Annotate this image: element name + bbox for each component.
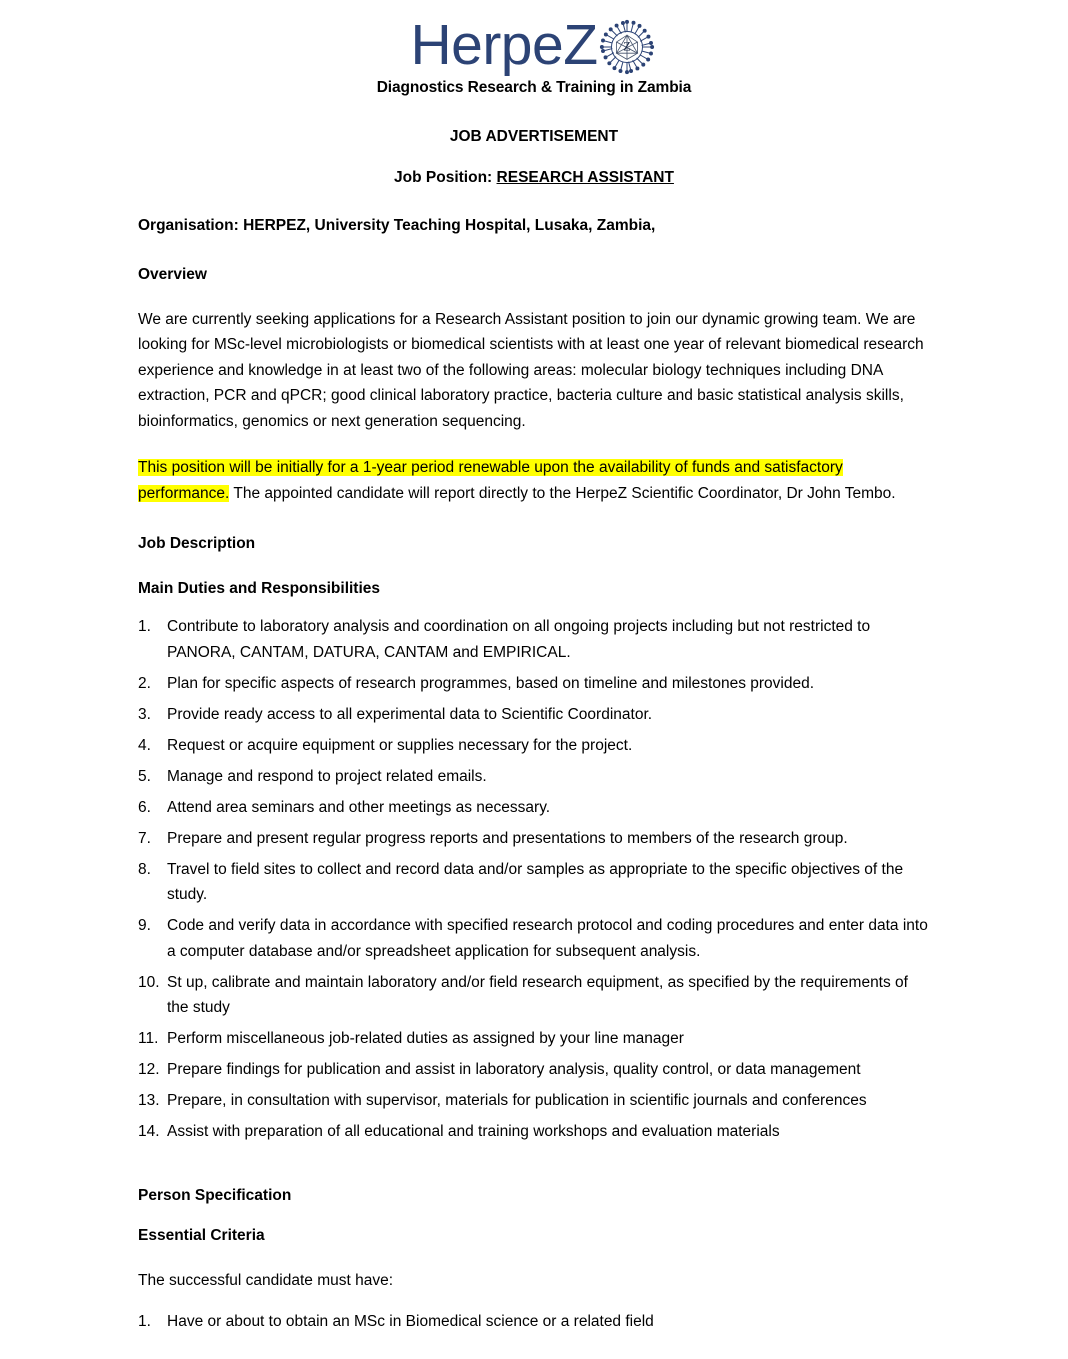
logo-wordmark: HerpeZ [410, 13, 598, 77]
duty-item-text: Attend area seminars and other meetings as necessary. [167, 798, 551, 816]
logo-row [410, 14, 657, 78]
duty-item [138, 733, 930, 759]
duty-item [138, 826, 930, 852]
duty-item [138, 1088, 930, 1114]
term-paragraph [138, 455, 930, 506]
job-description-heading: Job Description [138, 535, 256, 553]
duty-item-number: 10. [138, 973, 160, 991]
duty-item-number: 14. [138, 1123, 160, 1141]
duty-item-number: 12. [138, 1061, 160, 1079]
virus-icon [596, 16, 658, 78]
person-specification-heading: Person Specification [138, 1186, 292, 1204]
duty-item-text: Request or acquire equipment or supplies necessary for the project. [167, 736, 633, 754]
duty-item-number: 13. [138, 1092, 160, 1110]
duty-item-number: 9. [138, 917, 151, 935]
duty-item-number: 2. [138, 674, 151, 692]
logo-header [0, 0, 1068, 97]
duty-item [138, 671, 930, 697]
criterion-item-number: 1. [138, 1313, 151, 1331]
duty-item-text: Prepare findings for publication and assist in laboratory analysis, quality control, or data management [167, 1061, 861, 1079]
duty-item-number: 5. [138, 767, 151, 785]
page-title: JOB ADVERTISEMENT [449, 128, 619, 145]
duty-item-number: 3. [138, 705, 151, 723]
duty-item [138, 1026, 930, 1052]
duty-item-text: Prepare and present regular progress reports and presentations to members of the research group. [167, 829, 848, 847]
term-remainder-text: The appointed candidate will report directly to the HerpeZ Scientific Coordinator, Dr John Tembo. [229, 484, 896, 502]
duty-item [138, 857, 930, 908]
duty-item [138, 970, 930, 1021]
duty-item-number: 1. [138, 618, 151, 636]
overview-heading: Overview [138, 266, 207, 284]
duty-item-number: 7. [138, 829, 151, 847]
main-duties-heading: Main Duties and Responsibilities [138, 579, 381, 597]
duty-item [138, 1119, 930, 1145]
job-position-value: RESEARCH ASSISTANT [496, 168, 674, 186]
highlighted-term-text: This position will be initially for a 1-year period renewable upon the availability of funds and satisfactory performance. [138, 459, 843, 502]
duty-item-text: Prepare, in consultation with supervisor, materials for publication in scientific journals and conferences [167, 1092, 867, 1110]
duty-item-text: Contribute to laboratory analysis and coordination on all ongoing projects including but not restricted to PANORA, CANTAM, DATURA, CANTAM and EMPIRICAL. [167, 618, 871, 661]
duty-item [138, 1057, 930, 1083]
duty-item-number: 4. [138, 736, 151, 754]
overview-paragraph: We are currently seeking applications for a Research Assistant position to join our dynamic growing team. We are looking for MSc-level microbiologists or biomedical scientists with at least one year of relevant biomedical research experience and knowledge in at least two of the following areas: molecular biology techniques including DNA extraction, PCR and qPCR; good clinical laboratory practice, bacteria culture and basic statistical analysis skills, bioinformatics, genomics or next generation sequencing. [138, 310, 924, 430]
criterion-item [138, 1309, 930, 1335]
job-position-line [138, 168, 930, 189]
duties-list [138, 614, 930, 1145]
duty-item [138, 614, 930, 665]
essential-criteria-heading: Essential Criteria [138, 1227, 265, 1245]
job-position-label: Job Position: [394, 168, 493, 186]
duty-item-text: Manage and respond to project related emails. [167, 767, 487, 785]
duty-item-number: 6. [138, 798, 151, 816]
duty-item-text: Perform miscellaneous job-related duties as assigned by your line manager [167, 1030, 684, 1048]
duty-item-text: Plan for specific aspects of research programmes, based on timeline and milestones provided. [167, 674, 815, 692]
essential-criteria-list [138, 1309, 930, 1335]
duty-item-text: Provide ready access to all experimental data to Scientific Coordinator. [167, 705, 653, 723]
duty-item-text: Travel to field sites to collect and record data and/or samples as appropriate to the specific objectives of the study. [167, 860, 904, 904]
duty-item [138, 702, 930, 728]
duty-item [138, 913, 930, 964]
criterion-item-text: Have or about to obtain an MSc in Biomedical science or a related field [167, 1313, 654, 1331]
document-body [0, 127, 1068, 1335]
logo-tagline: Diagnostics Research & Training in Zambia [376, 79, 692, 96]
duty-item-number: 8. [138, 860, 151, 878]
duty-item [138, 764, 930, 790]
organisation-line: Organisation: HERPEZ, University Teaching Hospital, Lusaka, Zambia, [138, 216, 656, 234]
candidate-intro-text: The successful candidate must have: [138, 1271, 394, 1289]
duty-item [138, 795, 930, 821]
duty-item-text: Assist with preparation of all educational and training workshops and evaluation materials [167, 1123, 780, 1141]
duty-item-text: St up, calibrate and maintain laboratory and/or field research equipment, as specified by the requirements of the study [167, 973, 908, 1017]
virus-icon-letter: Z [622, 39, 631, 54]
duty-item-text: Code and verify data in accordance with specified research protocol and coding procedures and enter data into a computer database and/or spreadsheet application for subsequent analysis. [167, 917, 928, 960]
duty-item-number: 11. [138, 1030, 159, 1048]
